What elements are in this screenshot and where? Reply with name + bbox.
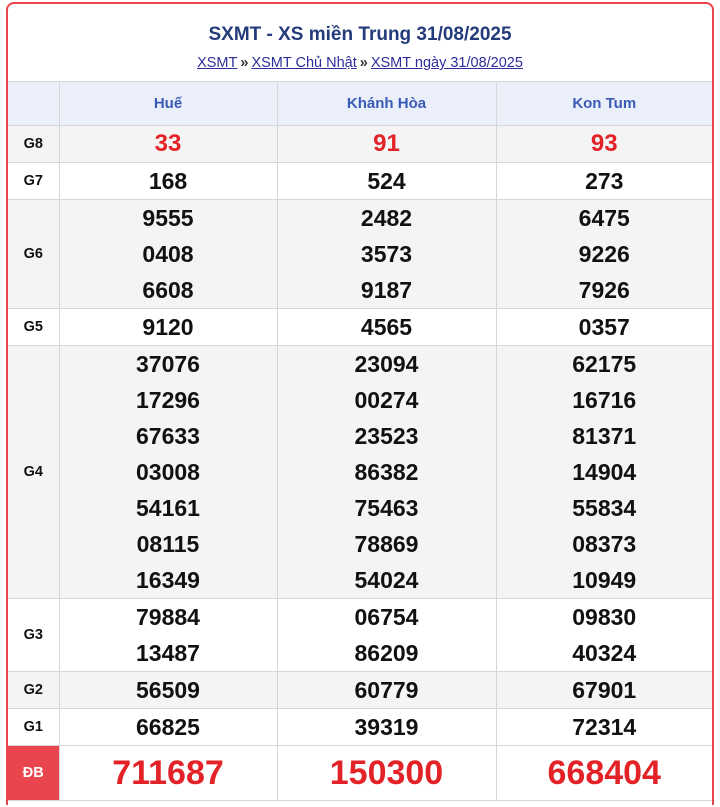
prize-number: 33 [154, 130, 182, 157]
prize-number: 524 [367, 168, 406, 194]
corner-cell [8, 82, 59, 126]
special-prize-number: 668404 [547, 754, 661, 792]
prize-number: 37076 [136, 351, 200, 377]
prize-number: 81371 [572, 423, 637, 449]
prize-number: 91 [373, 130, 400, 157]
prize-number: 40324 [572, 640, 637, 666]
prize-number: 67901 [572, 677, 637, 703]
special-prize-cell [277, 746, 496, 801]
special-prize-number: 711687 [112, 754, 224, 792]
province-name[interactable]: Huế [59, 82, 277, 126]
prize-number: 54161 [136, 495, 200, 521]
prize-label: G5 [8, 309, 59, 346]
results-header [8, 4, 712, 82]
prize-cell [496, 599, 712, 672]
special-prize-cell [496, 746, 712, 801]
prize-number: 67633 [136, 423, 200, 449]
prize-row [8, 599, 712, 672]
prize-number: 75463 [354, 495, 419, 521]
prize-number: 4565 [360, 314, 413, 340]
results-panel [6, 2, 714, 805]
prize-cell [59, 163, 277, 200]
prize-number: 168 [148, 168, 188, 194]
prize-cell [277, 126, 496, 163]
prize-number: 16716 [572, 387, 637, 413]
prize-number: 55834 [572, 495, 637, 521]
prize-cell [496, 346, 712, 599]
prize-label: G7 [8, 163, 59, 200]
prize-number: 79884 [136, 604, 200, 630]
breadcrumb [8, 54, 712, 72]
prize-label: G3 [8, 599, 59, 672]
prize-row [8, 200, 712, 309]
prize-cell [277, 309, 496, 346]
prize-cell [277, 163, 496, 200]
prize-cell [496, 163, 712, 200]
breadcrumb-separator: » [240, 55, 249, 71]
prize-cell [277, 709, 496, 746]
prize-number: 9187 [360, 277, 413, 303]
prize-cell [496, 309, 712, 346]
prize-number: 17296 [136, 387, 200, 413]
prize-number: 54024 [354, 567, 419, 593]
prize-label: G2 [8, 672, 59, 709]
prize-cell [496, 709, 712, 746]
prize-number: 13487 [136, 640, 200, 666]
prize-number: 08115 [136, 531, 200, 557]
prize-cell [496, 126, 712, 163]
prize-cell [59, 200, 277, 309]
prize-number: 23523 [354, 423, 419, 449]
prize-row [8, 126, 712, 163]
prize-number: 9226 [578, 241, 630, 267]
prize-number: 14904 [572, 459, 637, 485]
prize-number: 72314 [572, 714, 637, 740]
prize-number: 86209 [354, 640, 419, 666]
prize-number: 60779 [354, 677, 419, 703]
prize-cell [277, 346, 496, 599]
special-prize-cell [59, 746, 277, 801]
page-title: SXMT - XS miền Trung 31/08/2025 [208, 24, 512, 45]
prize-number: 00274 [354, 387, 419, 413]
breadcrumb-link-xsmt[interactable]: XSMT [197, 55, 238, 71]
prize-number: 62175 [572, 351, 637, 377]
breadcrumb-separator: » [359, 55, 368, 71]
prize-number: 06754 [354, 604, 419, 630]
prize-number: 6475 [578, 205, 630, 231]
prize-number: 66825 [136, 714, 200, 740]
prize-number: 7926 [578, 277, 630, 303]
prize-row [8, 163, 712, 200]
special-prize-number: 150300 [329, 754, 444, 792]
prize-cell [277, 672, 496, 709]
prize-row [8, 709, 712, 746]
prize-cell [59, 309, 277, 346]
prize-row [8, 672, 712, 709]
prize-label: G4 [8, 346, 59, 599]
prize-number: 0357 [578, 314, 630, 340]
prize-number: 9555 [142, 205, 194, 231]
prize-row [8, 309, 712, 346]
prize-number: 93 [590, 130, 618, 157]
prize-number: 10949 [572, 567, 637, 593]
prize-number: 6608 [142, 277, 194, 303]
prize-cell [59, 672, 277, 709]
prize-label: G1 [8, 709, 59, 746]
prize-number: 2482 [360, 205, 413, 231]
prize-number: 39319 [354, 714, 419, 740]
prize-number: 86382 [354, 459, 419, 485]
prize-cell [496, 672, 712, 709]
province-name[interactable]: Kon Tum [496, 82, 712, 126]
prize-cell [59, 709, 277, 746]
prize-number: 03008 [136, 459, 200, 485]
prize-number: 16349 [136, 567, 200, 593]
prize-number: 09830 [572, 604, 637, 630]
prize-label: G6 [8, 200, 59, 309]
province-name[interactable]: Khánh Hòa [277, 82, 496, 126]
prize-cell [277, 599, 496, 672]
prize-number: 273 [585, 168, 624, 194]
prize-number: 3573 [360, 241, 413, 267]
prize-row [8, 346, 712, 599]
prize-cell [496, 200, 712, 309]
prize-row [8, 746, 712, 801]
prize-label: ĐB [8, 746, 59, 801]
prize-number: 56509 [136, 677, 200, 703]
prize-cell [277, 200, 496, 309]
prize-cell [59, 126, 277, 163]
results-table [8, 82, 712, 801]
prize-number: 08373 [572, 531, 637, 557]
prize-number: 23094 [354, 351, 419, 377]
prize-cell [59, 346, 277, 599]
breadcrumb-link-weekday[interactable]: XSMT Chủ Nhật [251, 55, 357, 71]
breadcrumb-link-date[interactable]: XSMT ngày 31/08/2025 [370, 55, 523, 71]
prize-number: 9120 [142, 314, 194, 340]
prize-number: 78869 [354, 531, 419, 557]
prize-number: 0408 [142, 241, 194, 267]
prize-label: G8 [8, 126, 59, 163]
province-header-row [8, 82, 712, 126]
prize-cell [59, 599, 277, 672]
